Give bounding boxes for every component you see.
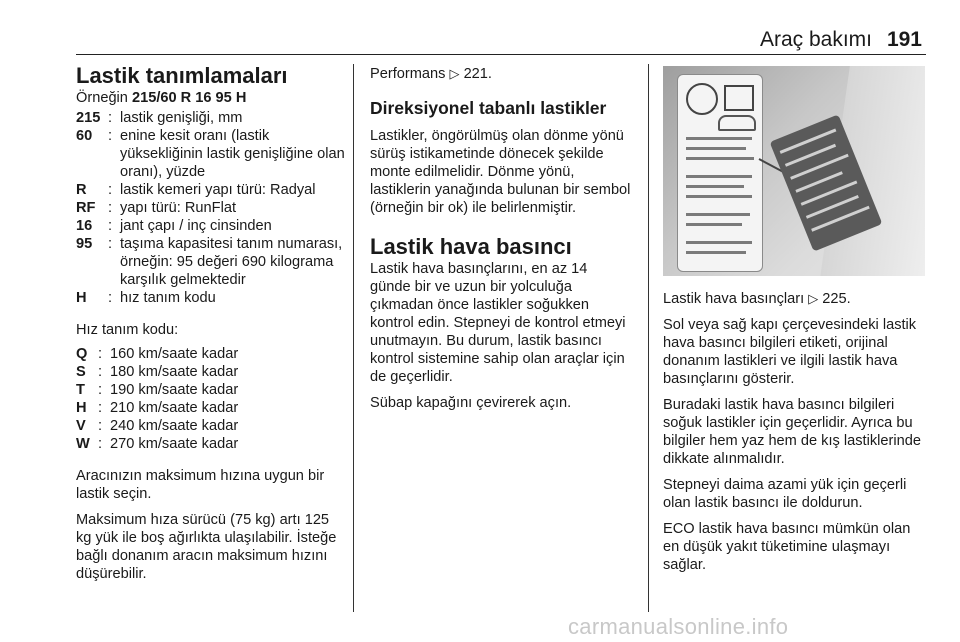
performance-page-link[interactable]: 221.	[463, 66, 492, 82]
speed-code-row: Q : 160 km/saate kadar	[76, 345, 348, 363]
speed-code-value: 190 km/saate kadar	[110, 382, 239, 398]
speed-code-row: V : 240 km/saate kadar	[76, 417, 348, 435]
definition-key: 95	[76, 236, 93, 252]
speed-code-value: 210 km/saate kadar	[110, 400, 239, 416]
definition-key: 16	[76, 218, 93, 234]
pressure-label-magnified	[677, 74, 763, 272]
car-icon	[718, 115, 756, 131]
definition-row: 215 : lastik genişliği, mm	[76, 109, 348, 127]
pressure-page-link[interactable]: 225.	[822, 291, 851, 307]
speed-code-list	[76, 345, 348, 453]
watermark: carmanualsonline.info	[568, 614, 789, 639]
definition-key: R	[76, 182, 87, 198]
speed-code-row: T : 190 km/saate kadar	[76, 381, 348, 399]
example-line	[76, 89, 348, 107]
definition-value: yapı türü: RunFlat	[120, 200, 236, 216]
definition-row: 60 : enine kesit oranı (lastik yüksekliğinin lastik genişliğine olan oranı), yüzde	[76, 127, 348, 181]
speed-code-key: Q	[76, 346, 88, 362]
tire-pressure-heading: Lastik hava basıncı	[370, 234, 572, 259]
definition-value: hız tanım kodu	[120, 290, 216, 306]
speed-code-key: W	[76, 436, 90, 452]
definition-row: H : hız tanım kodu	[76, 289, 348, 307]
definition-key: 60	[76, 128, 93, 144]
speed-code-key: V	[76, 418, 86, 434]
eco-pressure-paragraph: ECO lastik hava basıncı mümkün olan en düşük yakıt tüketimine ulaşmayı sağlar.	[663, 521, 911, 573]
directional-tires-paragraph: Lastikler, öngörülmüş olan dönme yönü sürüş istikametinde dönecek şekilde monte edilmelidir. Dönme yönü, lastiklerin yanağında bulunan bir sembol (örneğin bir ok) ile belirlenmiştir.	[370, 128, 631, 216]
example-code: 215/60 R 16 95 H	[131, 90, 247, 106]
column-2	[370, 65, 632, 412]
valve-cap-paragraph: Sübap kapağını çevirerek açın.	[370, 395, 572, 411]
page-number: 191	[886, 28, 922, 51]
manual-book-icon	[724, 85, 754, 111]
speed-code-intro: Hız tanım kodu:	[76, 322, 179, 338]
speed-code-row: W : 270 km/saate kadar	[76, 435, 348, 453]
column-1	[76, 62, 348, 583]
speed-code-value: 240 km/saate kadar	[110, 418, 239, 434]
definition-value: enine kesit oranı (lastik yüksekliğinin lastik genişliğine olan oranı), yüzde	[120, 128, 345, 180]
speed-code-row: S : 180 km/saate kadar	[76, 363, 348, 381]
max-speed-paragraph: Aracınızın maksimum hızına uygun bir lastik seçin.	[76, 468, 325, 502]
header-title: Araç bakımı	[759, 28, 872, 51]
pressure-reference	[663, 290, 928, 308]
definition-value: lastik kemeri yapı türü: Radyal	[120, 182, 316, 198]
page-reference-icon: ▷	[808, 291, 819, 306]
definition-key: RF	[76, 200, 96, 216]
page-reference-icon: ▷	[449, 66, 460, 81]
column-3	[663, 290, 928, 574]
definition-value: taşıma kapasitesi tanım numarası, örneğin: 95 değeri 690 kilograma karşılık gelmektedir	[120, 236, 343, 288]
tire-pressure-check-paragraph: Lastik hava basınçlarını, en az 14 günde bir ve uzun bir yolculuğa çıkmadan önce lastikler soğukken kontrol edin. Stepneyi de kontrol etmeyi unutmayın. Bu durum, lastik basıncı kontrol sistemine sahip olan araçlar için de geçerlidir.	[370, 261, 626, 385]
speed-code-key: S	[76, 364, 86, 380]
definition-row: 95 : taşıma kapasitesi tanım numarası, örneğin: 95 değeri 690 kilograma karşılık gelmektedir	[76, 235, 348, 289]
definition-row: 16 : jant çapı / inç cinsinden	[76, 217, 348, 235]
speed-code-value: 180 km/saate kadar	[110, 364, 239, 380]
door-label-paragraph: Sol veya sağ kapı çerçevesindeki lastik hava basıncı bilgileri etiketi, orijinal donanım lastikleri ve ilgili lastik hava basınçlarını gösterir.	[663, 317, 917, 387]
speed-code-key: T	[76, 382, 85, 398]
performance-text: Performans	[370, 66, 446, 82]
definition-value: lastik genişliği, mm	[120, 110, 243, 126]
speed-code-value: 160 km/saate kadar	[110, 346, 239, 362]
seal-icon	[686, 83, 718, 115]
definition-row: R : lastik kemeri yapı türü: Radyal	[76, 181, 348, 199]
header-rule	[76, 54, 926, 55]
spare-tire-paragraph: Stepneyi daima azami yük için geçerli olan lastik basıncı ile doldurun.	[663, 477, 907, 511]
column-divider-2	[648, 64, 649, 612]
cold-tires-paragraph: Buradaki lastik hava basıncı bilgileri soğuk lastikler için geçerlidir. Ayrıca bu bilgiler hem yaz hem de kış lastiklerinde dikkate alınmalıdır.	[663, 397, 921, 467]
max-speed-load-paragraph: Maksimum hıza sürücü (75 kg) artı 125 kg yük ile boş ağırlıkta ulaşılabilir. İsteğe bağlı donanım aracın maksimum hızını düşürebilir.	[76, 512, 337, 582]
definition-value: jant çapı / inç cinsinden	[120, 218, 272, 234]
speed-code-value: 270 km/saate kadar	[110, 436, 239, 452]
definition-key: H	[76, 290, 87, 306]
definition-key: 215	[76, 110, 101, 126]
column-divider-1	[353, 64, 354, 612]
tire-pressure-label-photo	[663, 66, 925, 276]
pressure-text: Lastik hava basınçları	[663, 291, 805, 307]
speed-code-row: H : 210 km/saate kadar	[76, 399, 348, 417]
tire-designation-heading: Lastik tanımlamaları	[76, 63, 288, 88]
definition-row: RF : yapı türü: RunFlat	[76, 199, 348, 217]
performance-reference	[370, 65, 632, 83]
definition-list	[76, 109, 348, 307]
example-prefix: Örneğin	[76, 90, 128, 106]
speed-code-key: H	[76, 400, 87, 416]
directional-tires-heading: Direksiyonel tabanlı lastikler	[370, 98, 607, 118]
